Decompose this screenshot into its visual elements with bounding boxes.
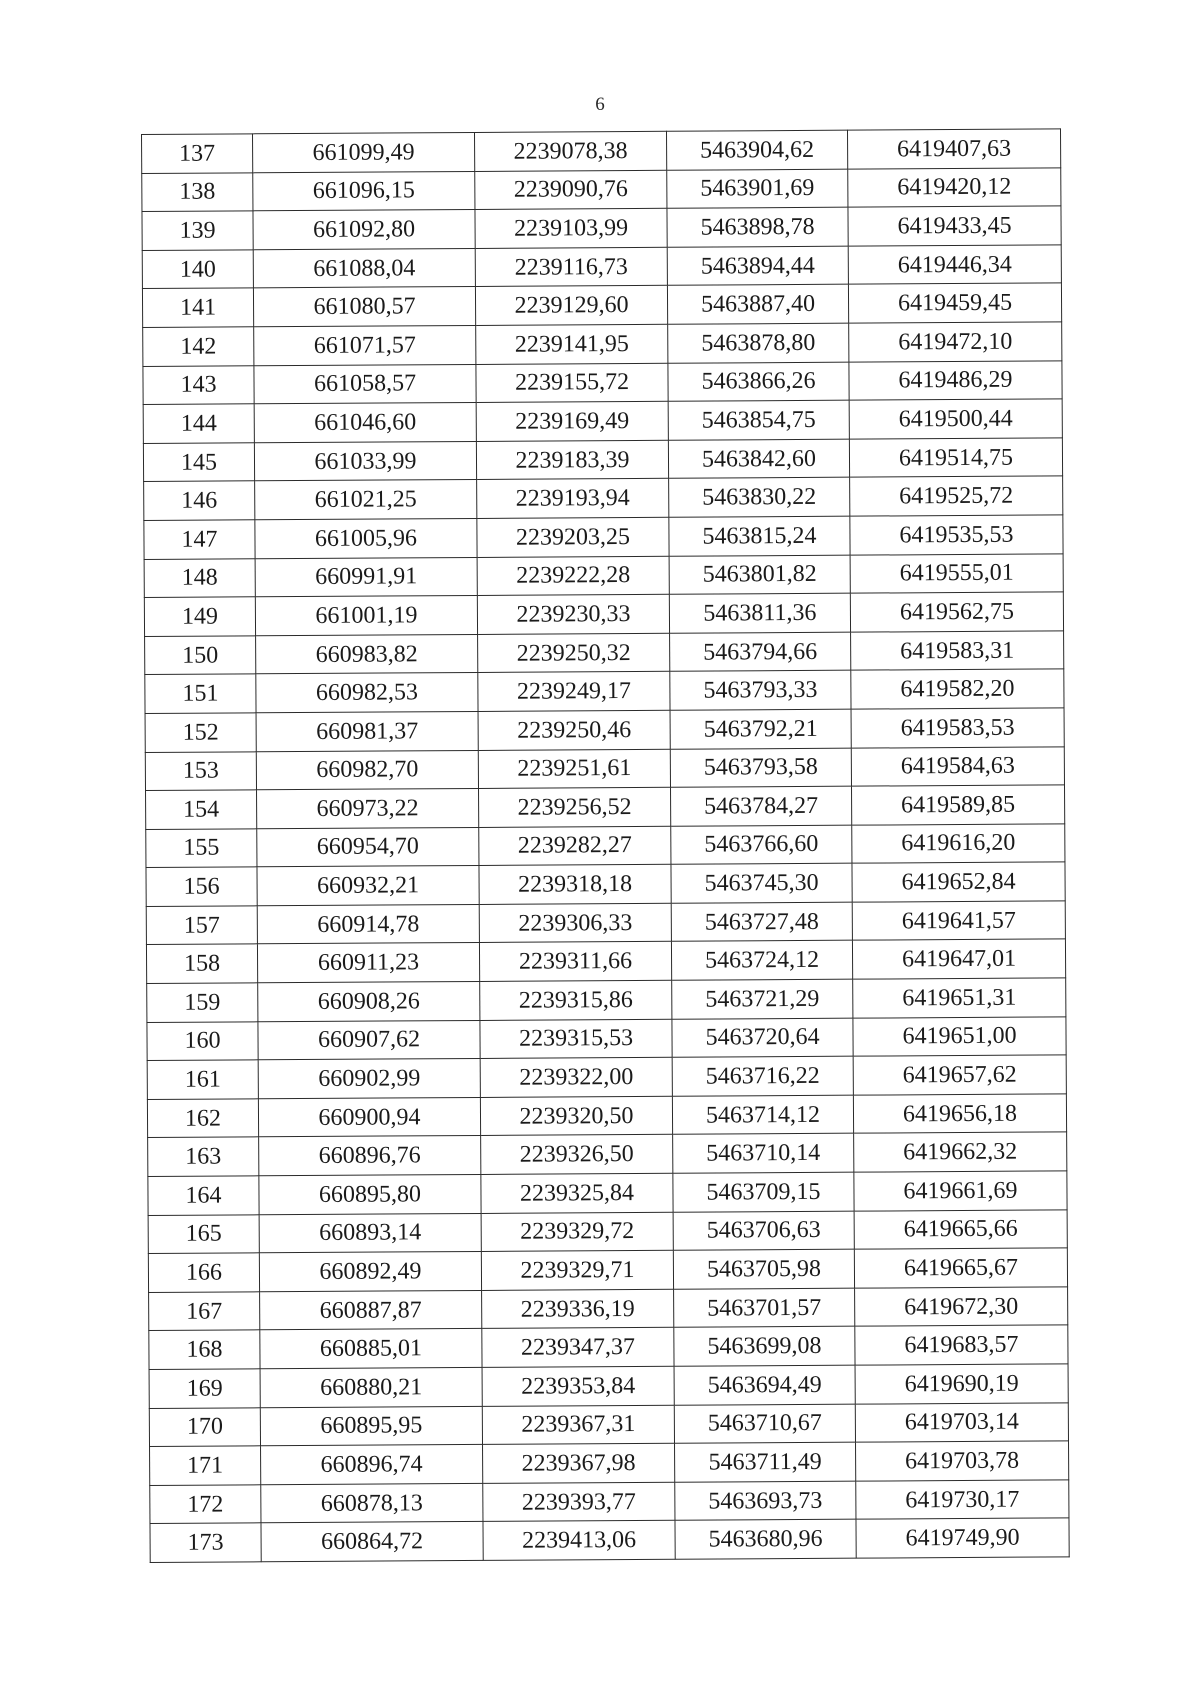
coordinate-y2-cell: 6419407,63	[847, 129, 1060, 169]
point-number-cell: 166	[148, 1253, 259, 1292]
table-row	[146, 862, 1065, 906]
coordinate-x2-cell: 5463680,96	[675, 1520, 856, 1560]
point-number-cell: 167	[149, 1292, 260, 1331]
table-row	[145, 631, 1064, 675]
point-number-cell: 151	[145, 674, 256, 713]
point-number-cell: 170	[149, 1407, 260, 1446]
coordinate-y2-cell: 6419433,45	[848, 206, 1061, 246]
coordinate-x2-cell: 5463710,14	[673, 1134, 854, 1174]
point-number-cell: 149	[144, 597, 255, 636]
coordinate-y1-cell: 2239329,72	[481, 1212, 673, 1252]
coordinate-y2-cell: 6419647,01	[852, 939, 1065, 979]
coordinate-x1-cell: 660895,95	[260, 1406, 482, 1446]
table-row	[144, 515, 1063, 559]
coordinate-y2-cell: 6419665,67	[854, 1248, 1067, 1288]
coordinate-x1-cell: 660885,01	[260, 1329, 482, 1369]
coordinate-y2-cell: 6419525,72	[850, 476, 1063, 516]
coordinate-y1-cell: 2239315,53	[480, 1019, 672, 1059]
point-number-cell: 138	[142, 172, 253, 211]
coordinate-x1-cell: 660982,70	[256, 750, 478, 790]
coordinate-y1-cell: 2239090,76	[475, 170, 667, 210]
coordinate-x2-cell: 5463706,63	[673, 1211, 854, 1251]
coordinate-y1-cell: 2239222,28	[477, 556, 669, 596]
coordinate-x2-cell: 5463866,26	[668, 362, 849, 402]
coordinate-y1-cell: 2239183,39	[476, 440, 668, 480]
point-number-cell: 141	[142, 288, 253, 327]
coordinate-x2-cell: 5463830,22	[669, 478, 850, 518]
coordinate-x2-cell: 5463811,36	[669, 593, 850, 633]
table-row	[148, 1132, 1067, 1176]
coordinate-y1-cell: 2239141,95	[476, 324, 668, 364]
coordinate-x2-cell: 5463794,66	[670, 632, 851, 672]
table-row	[150, 1518, 1069, 1562]
coordinate-y2-cell: 6419555,01	[850, 553, 1063, 593]
coordinate-x1-cell: 660907,62	[258, 1020, 480, 1060]
table-row	[147, 978, 1066, 1022]
coordinate-y2-cell: 6419662,32	[854, 1132, 1067, 1172]
point-number-cell: 146	[144, 481, 255, 520]
coordinate-x2-cell: 5463801,82	[669, 555, 850, 595]
coordinate-x2-cell: 5463710,67	[674, 1404, 855, 1444]
coordinate-y2-cell: 6419703,14	[855, 1402, 1068, 1442]
table-row	[147, 1017, 1066, 1061]
coordinate-x1-cell: 660914,78	[257, 904, 479, 944]
coordinate-y2-cell: 6419661,69	[854, 1171, 1067, 1211]
coordinate-y1-cell: 2239315,86	[480, 980, 672, 1020]
table-row	[145, 746, 1064, 790]
point-number-cell: 169	[149, 1369, 260, 1408]
point-number-cell: 165	[148, 1214, 259, 1253]
coordinate-y1-cell: 2239203,25	[477, 517, 669, 557]
coordinate-x1-cell: 660895,80	[259, 1174, 481, 1214]
coordinate-x2-cell: 5463716,22	[672, 1056, 853, 1096]
point-number-cell: 156	[146, 867, 257, 906]
coordinate-x2-cell: 5463720,64	[672, 1018, 853, 1058]
coordinate-x1-cell: 660932,21	[257, 866, 479, 906]
coordinates-table	[141, 128, 1070, 1563]
point-number-cell: 142	[143, 327, 254, 366]
coordinate-y2-cell: 6419749,90	[856, 1518, 1069, 1558]
coordinate-y1-cell: 2239230,33	[477, 594, 669, 634]
coordinate-x2-cell: 5463878,80	[668, 323, 849, 363]
coordinate-x1-cell: 661088,04	[253, 248, 475, 288]
coordinate-y2-cell: 6419616,20	[852, 824, 1065, 864]
table-row	[142, 129, 1061, 173]
coordinate-x2-cell: 5463694,49	[674, 1365, 855, 1405]
point-number-cell: 157	[146, 906, 257, 945]
coordinate-y2-cell: 6419420,12	[848, 167, 1061, 207]
coordinate-x2-cell: 5463792,21	[670, 709, 851, 749]
coordinate-y1-cell: 2239336,19	[482, 1289, 674, 1329]
coordinate-x1-cell: 660954,70	[257, 827, 479, 867]
coordinate-x2-cell: 5463904,62	[666, 130, 847, 170]
coordinate-x1-cell: 660991,91	[255, 557, 477, 597]
coordinate-x1-cell: 661005,96	[255, 518, 477, 558]
table-row	[146, 824, 1065, 868]
coordinate-y1-cell: 2239306,33	[479, 903, 671, 943]
coordinate-x1-cell: 660892,49	[259, 1252, 481, 1292]
coordinate-y1-cell: 2239155,72	[476, 363, 668, 403]
table-row	[146, 785, 1065, 829]
coordinate-x2-cell: 5463727,48	[671, 902, 852, 942]
coordinate-x1-cell: 660880,21	[260, 1367, 482, 1407]
coordinate-y2-cell: 6419641,57	[852, 901, 1065, 941]
table-row	[142, 167, 1061, 211]
coordinate-y2-cell: 6419651,00	[853, 1017, 1066, 1057]
coordinate-x1-cell: 660864,72	[261, 1522, 483, 1562]
table-row	[146, 901, 1065, 945]
coordinate-x1-cell: 660900,94	[258, 1097, 480, 1137]
coordinate-y2-cell: 6419582,20	[851, 669, 1064, 709]
coordinate-y1-cell: 2239249,17	[478, 672, 670, 712]
table-row	[143, 360, 1062, 404]
table-row	[142, 245, 1061, 289]
table-row	[143, 399, 1062, 443]
coordinate-y2-cell: 6419584,63	[851, 746, 1064, 786]
coordinate-y2-cell: 6419583,53	[851, 708, 1064, 748]
coordinate-x1-cell: 660911,23	[257, 943, 479, 983]
point-number-cell: 163	[148, 1137, 259, 1176]
table-row	[144, 476, 1063, 520]
coordinate-y1-cell: 2239256,52	[479, 787, 671, 827]
table-row	[150, 1480, 1069, 1524]
coordinate-y2-cell: 6419703,78	[856, 1441, 1069, 1481]
coordinate-y1-cell: 2239251,61	[478, 749, 670, 789]
coordinate-y2-cell: 6419652,84	[852, 862, 1065, 902]
coordinate-x2-cell: 5463887,40	[667, 285, 848, 325]
table-row	[148, 1248, 1067, 1292]
coordinate-x1-cell: 661001,19	[255, 596, 477, 636]
coordinate-y2-cell: 6419562,75	[850, 592, 1063, 632]
table-row	[149, 1402, 1068, 1446]
coordinate-x1-cell: 660887,87	[260, 1290, 482, 1330]
coordinate-y2-cell: 6419583,31	[851, 631, 1064, 671]
coordinate-x1-cell: 660896,76	[259, 1136, 481, 1176]
point-number-cell: 144	[143, 404, 254, 443]
coordinate-x2-cell: 5463699,08	[674, 1327, 855, 1367]
point-number-cell: 164	[148, 1176, 259, 1215]
point-number-cell: 145	[143, 443, 254, 482]
point-number-cell: 150	[145, 636, 256, 675]
table-row	[144, 592, 1063, 636]
table-row	[146, 939, 1065, 983]
coordinate-x2-cell: 5463815,24	[669, 516, 850, 556]
coordinate-x2-cell: 5463784,27	[671, 786, 852, 826]
coordinate-x2-cell: 5463711,49	[675, 1442, 856, 1482]
point-number-cell: 159	[147, 983, 258, 1022]
coordinate-y2-cell: 6419690,19	[855, 1364, 1068, 1404]
table-body	[142, 129, 1070, 1563]
coordinate-x1-cell: 660902,99	[258, 1059, 480, 1099]
point-number-cell: 162	[147, 1099, 258, 1138]
coordinate-y1-cell: 2239250,46	[478, 710, 670, 750]
point-number-cell: 153	[145, 751, 256, 790]
point-number-cell: 154	[146, 790, 257, 829]
coordinate-x2-cell: 5463709,15	[673, 1172, 854, 1212]
coordinate-y2-cell: 6419535,53	[850, 515, 1063, 555]
coordinate-x2-cell: 5463894,44	[667, 246, 848, 286]
coordinate-y1-cell: 2239413,06	[483, 1521, 675, 1561]
coordinate-y2-cell: 6419459,45	[848, 283, 1061, 323]
coordinate-y2-cell: 6419665,66	[854, 1209, 1067, 1249]
coordinate-y1-cell: 2239353,84	[482, 1366, 674, 1406]
point-number-cell: 172	[150, 1485, 261, 1524]
table-row	[147, 1055, 1066, 1099]
table-row	[148, 1209, 1067, 1253]
coordinate-y2-cell: 6419651,31	[853, 978, 1066, 1018]
coordinate-x2-cell: 5463793,58	[670, 748, 851, 788]
coordinate-x1-cell: 661021,25	[255, 480, 477, 520]
coordinate-x2-cell: 5463721,29	[672, 979, 853, 1019]
table-row	[143, 322, 1062, 366]
coordinate-y2-cell: 6419672,30	[855, 1287, 1068, 1327]
coordinate-y2-cell: 6419514,75	[849, 438, 1062, 478]
coordinate-x2-cell: 5463705,98	[673, 1249, 854, 1289]
point-number-cell: 140	[142, 250, 253, 289]
coordinate-y1-cell: 2239116,73	[475, 247, 667, 287]
table-row	[149, 1364, 1068, 1408]
coordinate-x2-cell: 5463701,57	[674, 1288, 855, 1328]
coordinate-y1-cell: 2239393,77	[483, 1482, 675, 1522]
coordinate-y2-cell: 6419656,18	[853, 1094, 1066, 1134]
coordinate-x1-cell: 661033,99	[254, 441, 476, 481]
coordinate-y1-cell: 2239326,50	[481, 1135, 673, 1175]
point-number-cell: 139	[142, 211, 253, 250]
coordinate-x1-cell: 660983,82	[256, 634, 478, 674]
coordinate-x2-cell: 5463793,33	[670, 670, 851, 710]
coordinate-x1-cell: 661058,57	[254, 364, 476, 404]
coordinate-x1-cell: 661096,15	[253, 171, 475, 211]
point-number-cell: 173	[150, 1523, 261, 1562]
coordinate-y2-cell: 6419500,44	[849, 399, 1062, 439]
coordinate-y1-cell: 2239193,94	[477, 479, 669, 519]
point-number-cell: 161	[147, 1060, 258, 1099]
coordinate-y1-cell: 2239250,32	[478, 633, 670, 673]
table-row	[149, 1287, 1068, 1331]
coordinate-x1-cell: 661099,49	[253, 132, 475, 172]
coordinate-x1-cell: 660878,13	[261, 1483, 483, 1523]
coordinate-x1-cell: 660982,53	[256, 673, 478, 713]
point-number-cell: 152	[145, 713, 256, 752]
coordinate-y1-cell: 2239347,37	[482, 1328, 674, 1368]
coordinate-x2-cell: 5463854,75	[668, 400, 849, 440]
page-number: 6	[595, 94, 605, 115]
coordinate-y1-cell: 2239322,00	[480, 1058, 672, 1098]
coordinate-y2-cell: 6419589,85	[851, 785, 1064, 825]
point-number-cell: 147	[144, 520, 255, 559]
coordinate-y1-cell: 2239282,27	[479, 826, 671, 866]
coordinate-y1-cell: 2239103,99	[475, 208, 667, 248]
coordinate-x2-cell: 5463842,60	[668, 439, 849, 479]
point-number-cell: 158	[146, 944, 257, 983]
table-row	[142, 283, 1061, 327]
coordinate-y1-cell: 2239129,60	[475, 286, 667, 326]
point-number-cell: 160	[147, 1021, 258, 1060]
coordinate-y2-cell: 6419657,62	[853, 1055, 1066, 1095]
coordinate-y1-cell: 2239318,18	[479, 865, 671, 905]
coordinate-x2-cell: 5463724,12	[671, 941, 852, 981]
coordinate-x1-cell: 660896,74	[261, 1445, 483, 1485]
coordinate-y2-cell: 6419730,17	[856, 1480, 1069, 1520]
coordinate-y1-cell: 2239367,31	[482, 1405, 674, 1445]
coordinate-x1-cell: 660981,37	[256, 711, 478, 751]
table-row	[150, 1441, 1069, 1485]
coordinate-x1-cell: 660893,14	[259, 1213, 481, 1253]
table-row	[145, 669, 1064, 713]
coordinate-y1-cell: 2239367,98	[483, 1443, 675, 1483]
point-number-cell: 168	[149, 1330, 260, 1369]
table-row	[149, 1325, 1068, 1369]
table-row	[148, 1171, 1067, 1215]
table-row	[143, 438, 1062, 482]
table-row	[147, 1094, 1066, 1138]
coordinate-x1-cell: 661046,60	[254, 403, 476, 443]
coordinate-y1-cell: 2239325,84	[481, 1173, 673, 1213]
point-number-cell: 148	[144, 558, 255, 597]
coordinate-x2-cell: 5463901,69	[667, 169, 848, 209]
table-row	[145, 708, 1064, 752]
coordinate-y1-cell: 2239078,38	[474, 131, 666, 171]
coordinate-y2-cell: 6419683,57	[855, 1325, 1068, 1365]
coordinate-x1-cell: 660908,26	[258, 982, 480, 1022]
coordinate-x1-cell: 661092,80	[253, 210, 475, 250]
coordinate-x1-cell: 661071,57	[254, 325, 476, 365]
table-row	[144, 553, 1063, 597]
point-number-cell: 143	[143, 365, 254, 404]
coordinate-y1-cell: 2239329,71	[481, 1250, 673, 1290]
coordinate-x1-cell: 661080,57	[253, 287, 475, 327]
coordinate-x2-cell: 5463898,78	[667, 207, 848, 247]
coordinate-x2-cell: 5463693,73	[675, 1481, 856, 1521]
point-number-cell: 155	[146, 828, 257, 867]
point-number-cell: 171	[150, 1446, 261, 1485]
coordinate-x2-cell: 5463745,30	[671, 863, 852, 903]
coordinate-y2-cell: 6419486,29	[849, 360, 1062, 400]
coordinate-y1-cell: 2239169,49	[476, 401, 668, 441]
coordinate-y2-cell: 6419446,34	[848, 245, 1061, 285]
point-number-cell: 137	[142, 134, 253, 173]
coordinate-x1-cell: 660973,22	[257, 789, 479, 829]
coordinate-y2-cell: 6419472,10	[849, 322, 1062, 362]
coordinate-y1-cell: 2239311,66	[479, 942, 671, 982]
table-row	[142, 206, 1061, 250]
coordinate-x2-cell: 5463714,12	[672, 1095, 853, 1135]
coordinate-y1-cell: 2239320,50	[480, 1096, 672, 1136]
coordinate-x2-cell: 5463766,60	[671, 825, 852, 865]
